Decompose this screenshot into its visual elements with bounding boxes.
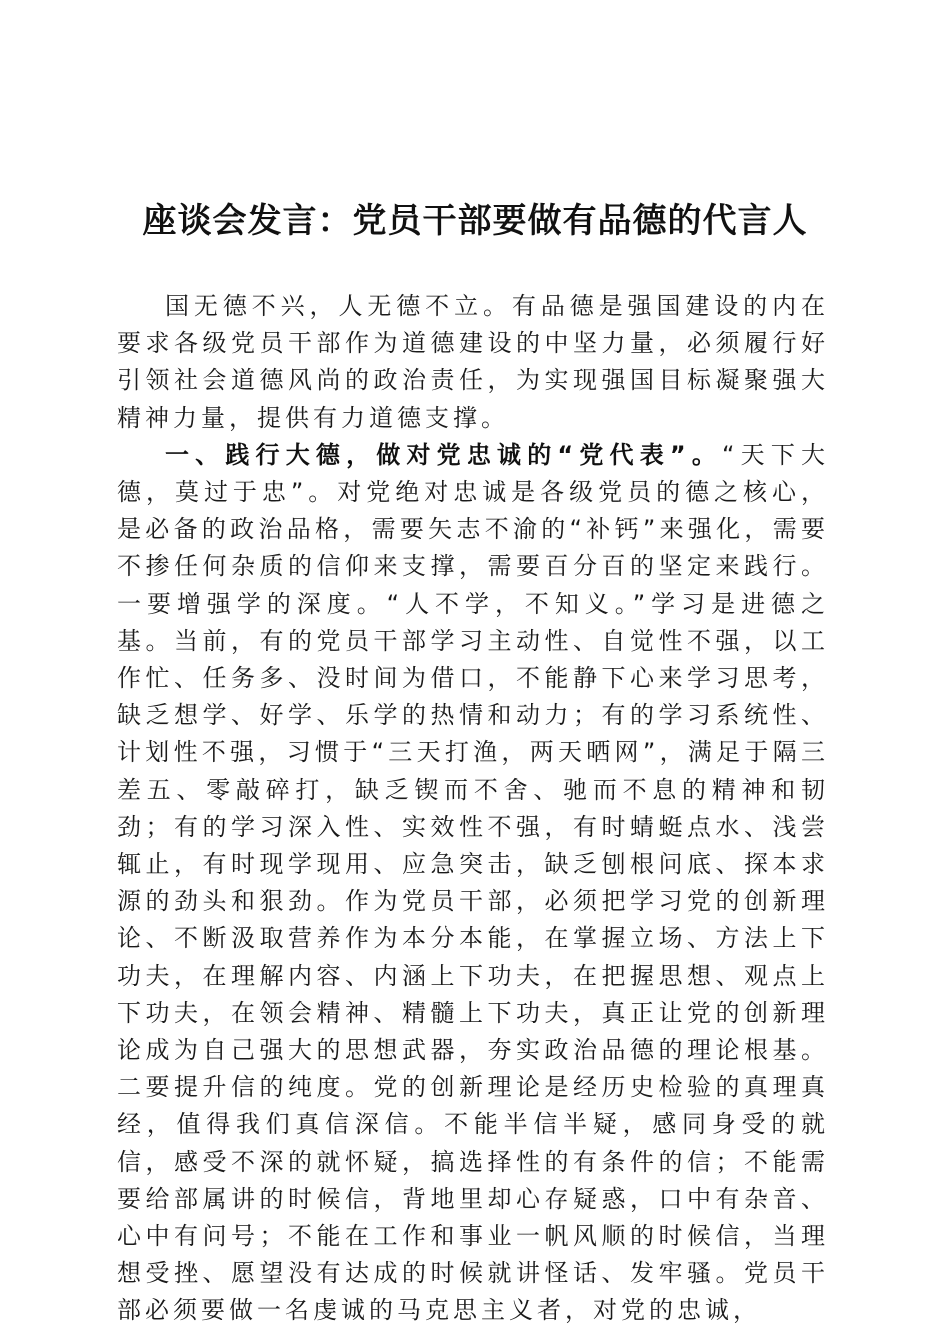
intro-paragraph: 国无德不兴，人无德不立。有品德是强国建设的内在要求各级党员干部作为道德建设的中坚力量，必须履行好引领社会道德风尚的政治责任，为实现强国目标凝聚强大精神力量，提供有力道德支撑。 — [117, 292, 829, 432]
section-1-heading: 一、践行大德，做对党忠诚的“党代表”。 — [165, 440, 723, 469]
section-1-paragraph — [117, 437, 829, 1330]
document-body — [117, 288, 829, 1330]
section-1-body: “天下大德，莫过于忠”。对党绝对忠诚是各级党员的德之核心，是必备的政治品格，需要矢志不渝的“补钙”来强化，需要不掺任何杂质的信仰来支撑，需要百分百的坚定来践行。一要增强学的深度。“人不学，不知义。”学习是进德之基。当前，有的党员干部学习主动性、自觉性不强，以工作忙、任务多、没时间为借口，不能静下心来学习思考，缺乏想学、好学、乐学的热情和动力；有的学习系统性、计划性不强，习惯于“三天打渔，两天晒网”，满足于隔三差五、零敲碎打，缺乏锲而不舍、驰而不息的精神和韧劲；有的学习深入性、实效性不强，有时蜻蜓点水、浅尝辄止，有时现学现用、应急突击，缺乏刨根问底、探本求源的劲头和狠劲。作为党员干部，必须把学习党的创新理论、不断汲取营养作为本分本能，在掌握立场、方法上下功夫，在理解内容、内涵上下功夫，在把握思想、观点上下功夫，在领会精神、精髓上下功夫，真正让党的创新理论成为自己强大的思想武器，夯实政治品德的理论根基。二要提升信的纯度。党的创新理论是经历史检验的真理真经，值得我们真信深信。不能半信半疑，感同身受的就信，感受不深的就怀疑，搞选择性的有条件的信；不能需要给部属讲的时候信，背地里却心存疑惑，口中有杂音、心中有问号；不能在工作和事业一帆风顺的时候信，当理想受挫、愿望没有达成的时候就讲怪话、发牢骚。党员干部必须要做一名虔诚的马克思主义者，对党的忠诚， — [117, 440, 829, 1325]
document-title: 座谈会发言：党员干部要做有品德的代言人 — [142, 201, 808, 241]
